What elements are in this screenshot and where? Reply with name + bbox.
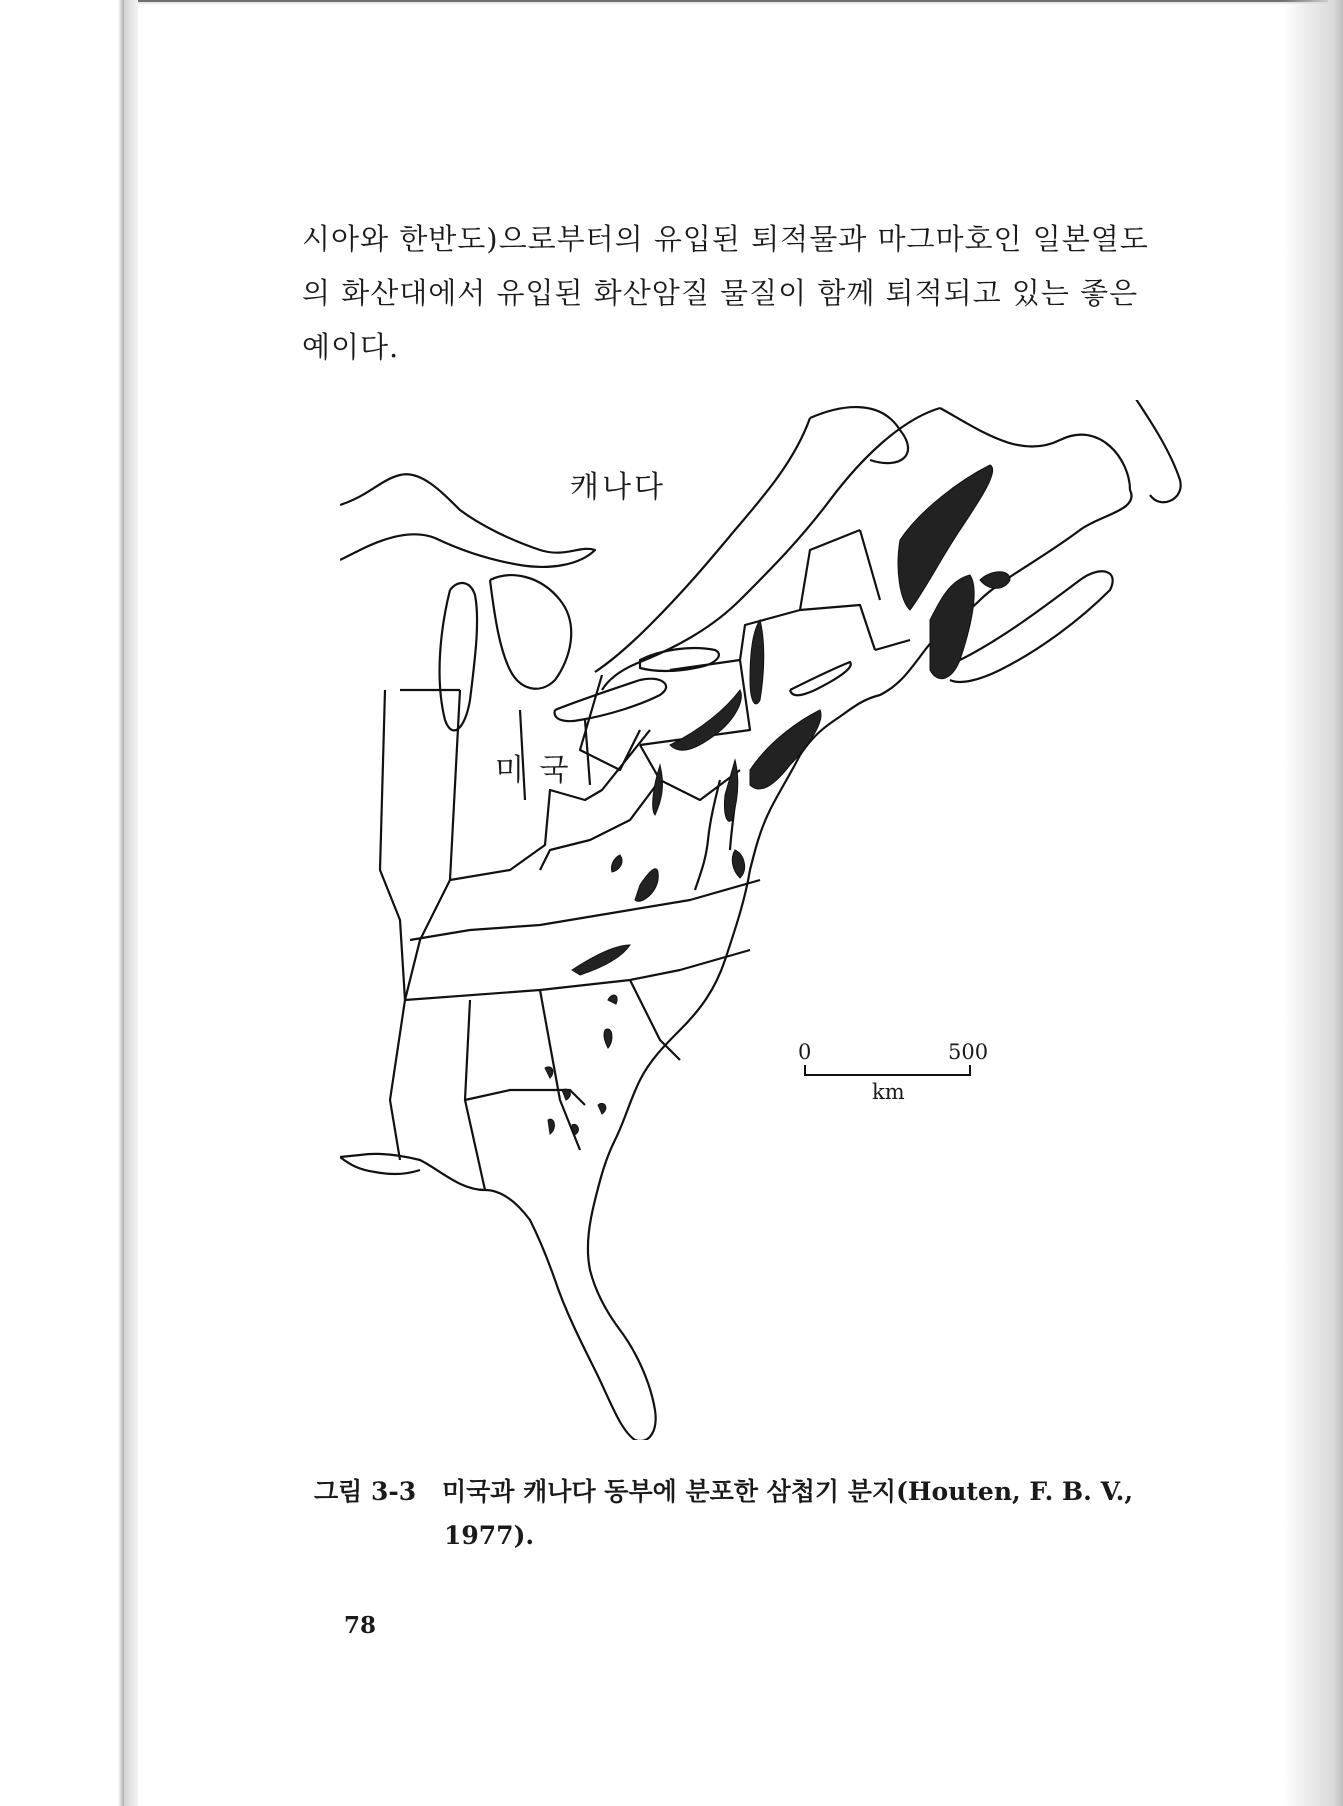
page-edge-shadow [1283, 0, 1343, 1806]
basin-georgia-3 [598, 1103, 606, 1114]
newfoundland-tip [1130, 400, 1181, 502]
body-paragraph [302, 212, 1212, 374]
page-number: 78 [344, 1612, 377, 1639]
basin-florida-3 [604, 1029, 612, 1048]
gulf-coastline [340, 1157, 420, 1174]
scale-end-label: 500 [948, 1040, 989, 1064]
basin-offshore-1 [750, 710, 821, 789]
lake-huron [490, 575, 571, 689]
basin-georgia-2 [562, 1089, 570, 1100]
label-usa: 미 국 [495, 753, 572, 788]
basin-carolina-2 [732, 850, 744, 878]
figure-caption [314, 1470, 1234, 1558]
label-canada: 캐나다 [570, 470, 666, 505]
book-spine [0, 0, 126, 1806]
scale-bar [805, 1065, 970, 1075]
map-drawing [340, 400, 1190, 1440]
basin-fundy [898, 465, 993, 610]
basin-carolina-1 [608, 995, 617, 1004]
st-lawrence-river [595, 418, 810, 672]
basin-deep-river [572, 945, 630, 975]
body-line-1: 시아와 한반도)으로부터의 유입된 퇴적물과 마그마호인 일본열도 [302, 222, 1149, 256]
scale-start-label: 0 [798, 1040, 812, 1064]
basin-offshore-2 [724, 760, 737, 821]
coastline-north [602, 408, 940, 690]
figure-number: 그림 3-3 [314, 1477, 417, 1506]
basin-florida-1 [548, 1119, 554, 1134]
long-island [790, 662, 851, 695]
basin-dan-river [635, 869, 658, 902]
basin-richmond [611, 855, 622, 872]
scale-unit-label: km [872, 1080, 905, 1104]
basin-newark [670, 690, 741, 750]
atlantic-coastline [340, 650, 925, 1440]
lake-superior [340, 474, 595, 567]
body-line-2: 의 화산대에서 유입된 화산암질 물질이 함께 퇴적되고 있는 좋은 [302, 276, 1139, 310]
caption-line-2: 1977). [444, 1521, 535, 1550]
basin-georgia-1 [545, 1067, 553, 1078]
body-line-3: 예이다. [302, 330, 400, 364]
basin-gulf-maine [980, 572, 1010, 589]
lake-erie [555, 679, 667, 721]
basin-culpeper [653, 765, 663, 815]
basin-hartford [750, 620, 764, 704]
gaspe-coast [810, 407, 908, 463]
triassic-basin-map [340, 400, 1190, 1440]
basin-nova-scotia [930, 575, 974, 679]
caption-line-1: 미국과 캐나다 동부에 분포한 삼첩기 분지(Houten, F. B. V., [442, 1477, 1134, 1506]
